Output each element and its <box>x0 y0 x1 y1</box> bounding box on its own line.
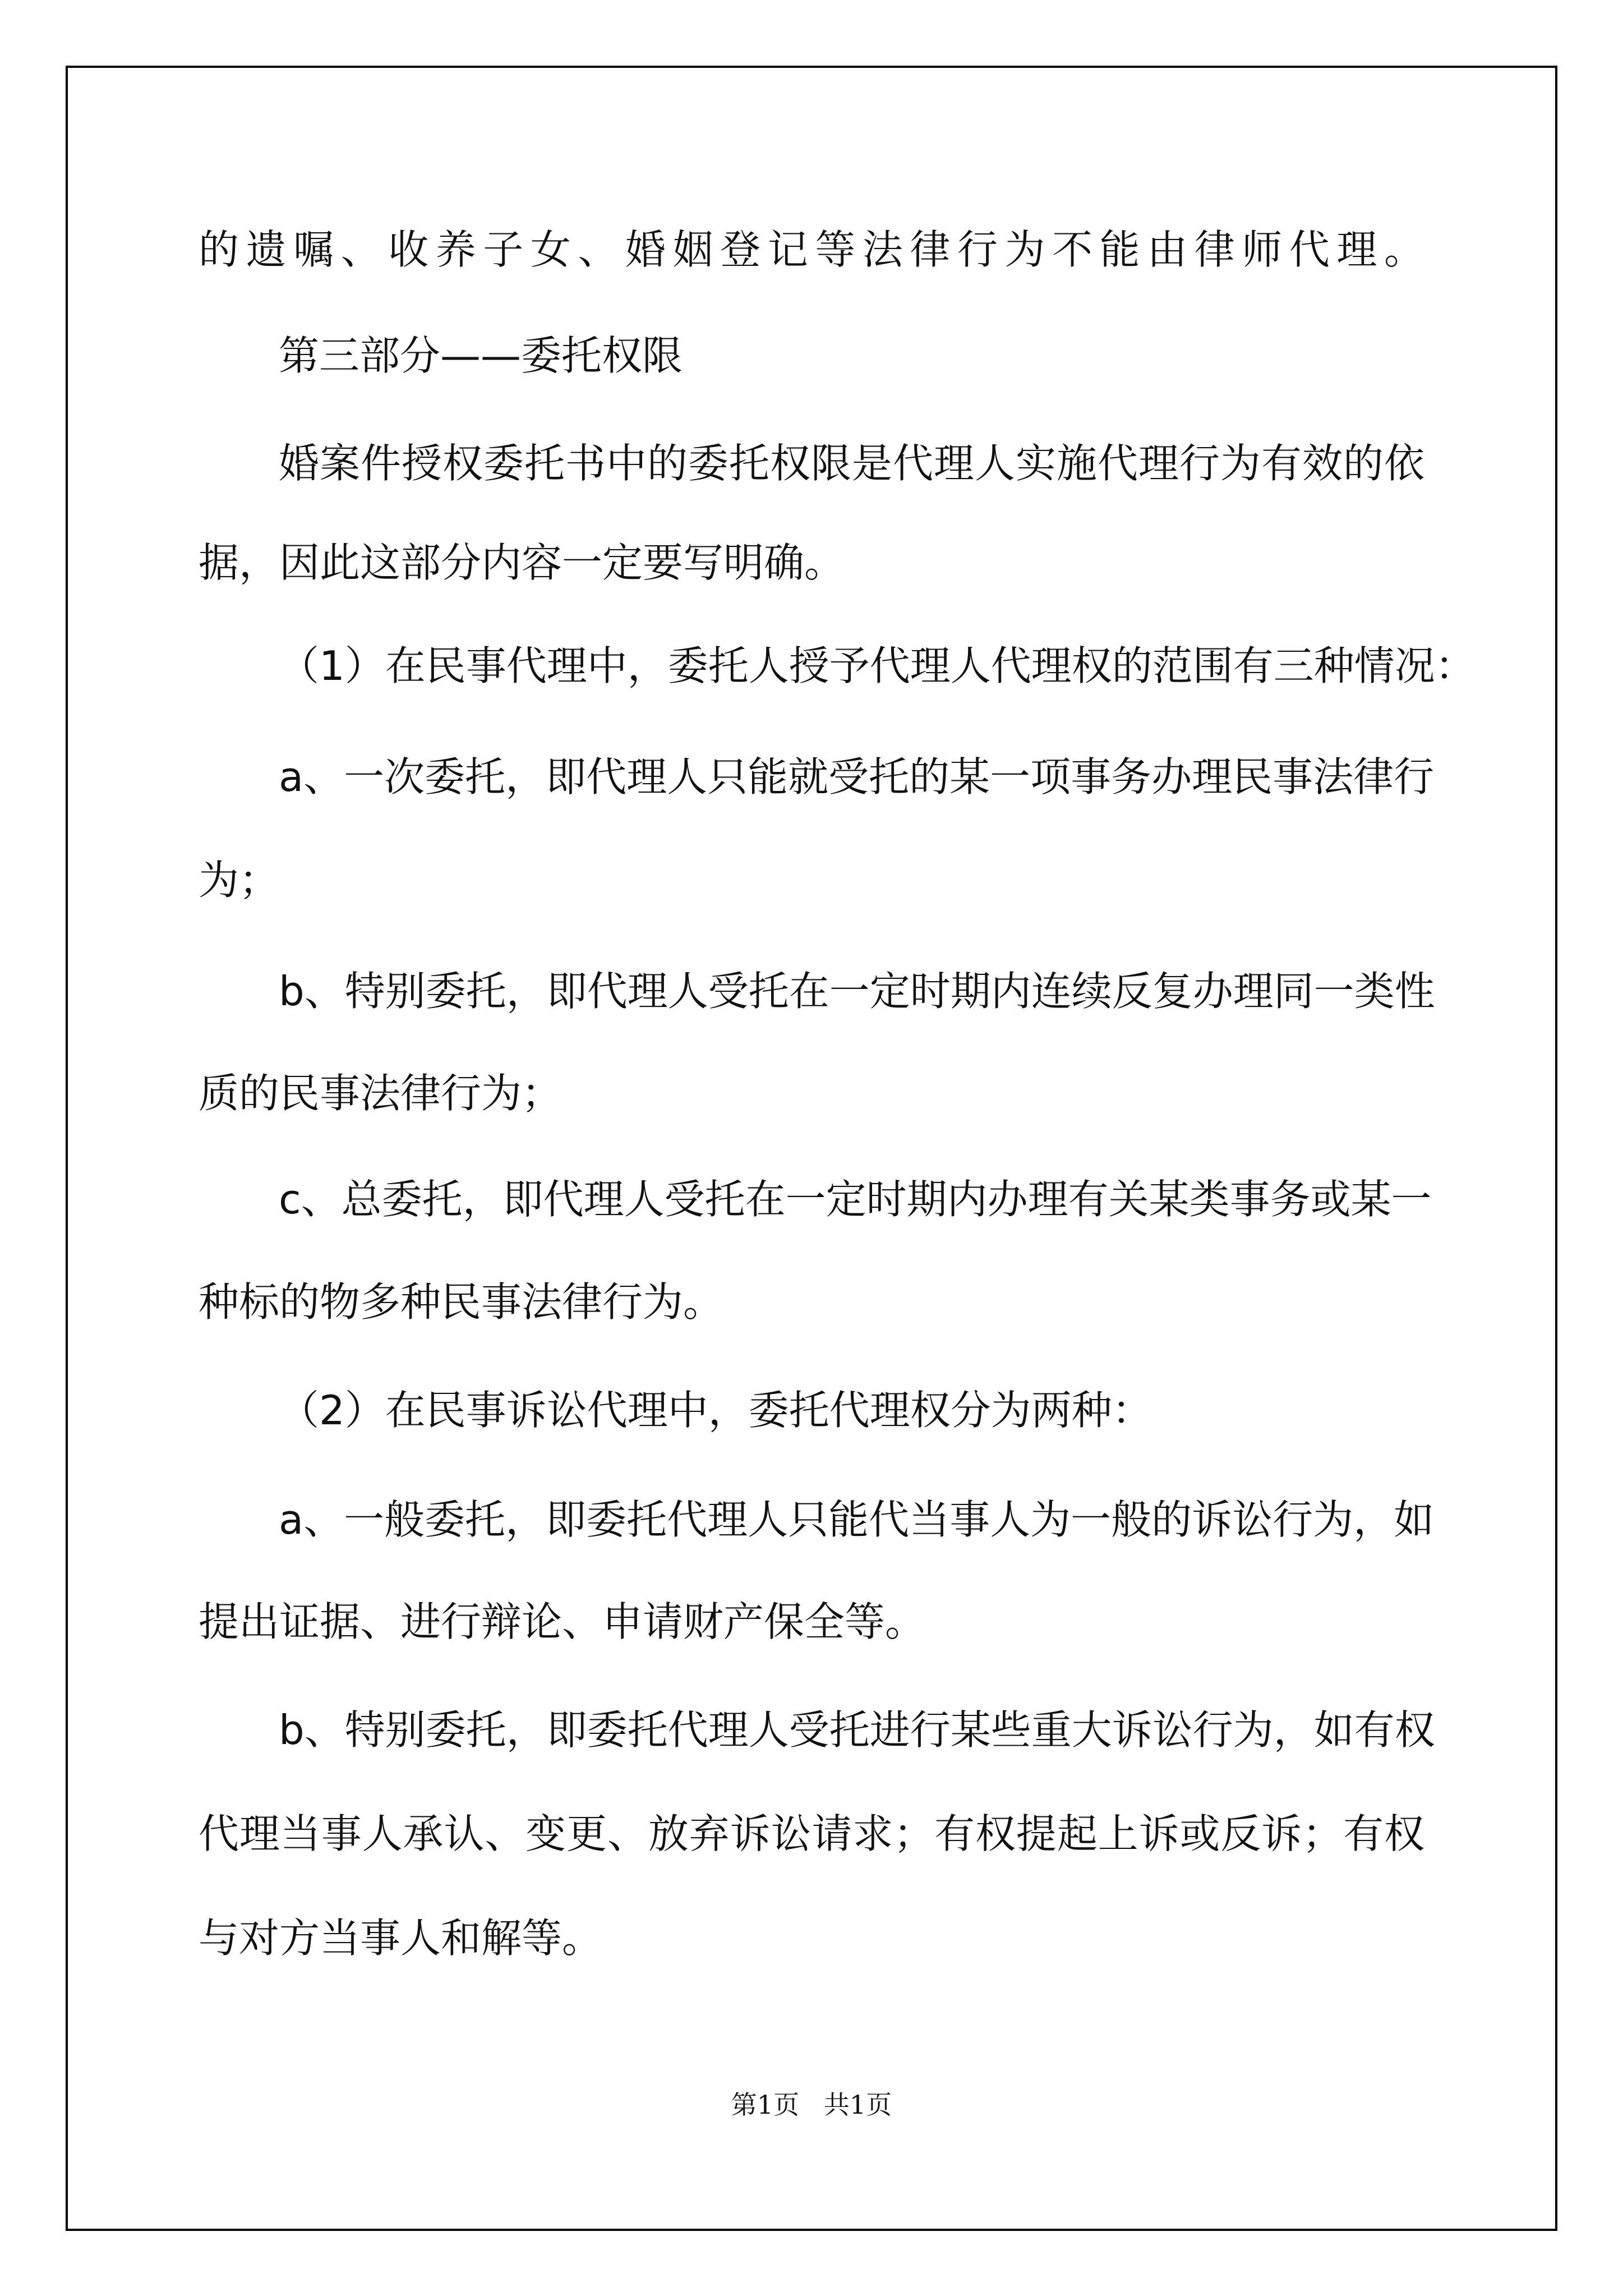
text-line: 与对方当事人和解等。 <box>199 1915 603 1962</box>
text-line: a、一般委托，即委托代理人只能代当事人为一般的诉讼行为，如 <box>279 1496 1435 1543</box>
text-line: b、特别委托，即代理人受托在一定时期内连续反复办理同一类性 <box>279 968 1435 1015</box>
page-border <box>66 66 1557 2231</box>
section-heading: 第三部分——委托权限 <box>279 332 683 379</box>
text-line: （1）在民事代理中，委托人授予代理人代理权的范围有三种情况： <box>279 642 1476 689</box>
text-line: 代理当事人承认、变更、放弃诉讼请求；有权提起上诉或反诉；有权 <box>199 1810 1424 1857</box>
text-line: 为； <box>199 857 280 904</box>
text-line: （2）在民事诉讼代理中，委托代理权分为两种： <box>279 1387 1152 1434</box>
text-line: 提出证据、进行辩论、申请财产保全等。 <box>199 1598 926 1645</box>
text-line: b、特别委托，即委托代理人受托进行某些重大诉讼行为，如有权 <box>279 1706 1435 1754</box>
text-line: 据，因此这部分内容一定要写明确。 <box>199 539 845 586</box>
text-line: 质的民事法律行为； <box>199 1070 562 1117</box>
text-line: 婚案件授权委托书中的委托权限是代理人实施代理行为有效的依 <box>279 440 1424 487</box>
text-line: 种标的物多种民事法律行为。 <box>199 1278 724 1326</box>
text-line: c、总委托，即代理人受托在一定时期内办理有关某类事务或某一 <box>279 1176 1432 1223</box>
text-line: 的遗嘱、收养子女、婚姻登记等法律行为不能由律师代理。 <box>199 226 1424 273</box>
page-number-footer: 第1页 共1页 <box>731 2090 892 2120</box>
text-line: a、一次委托，即代理人只能就受托的某一项事务办理民事法律行 <box>279 753 1435 800</box>
